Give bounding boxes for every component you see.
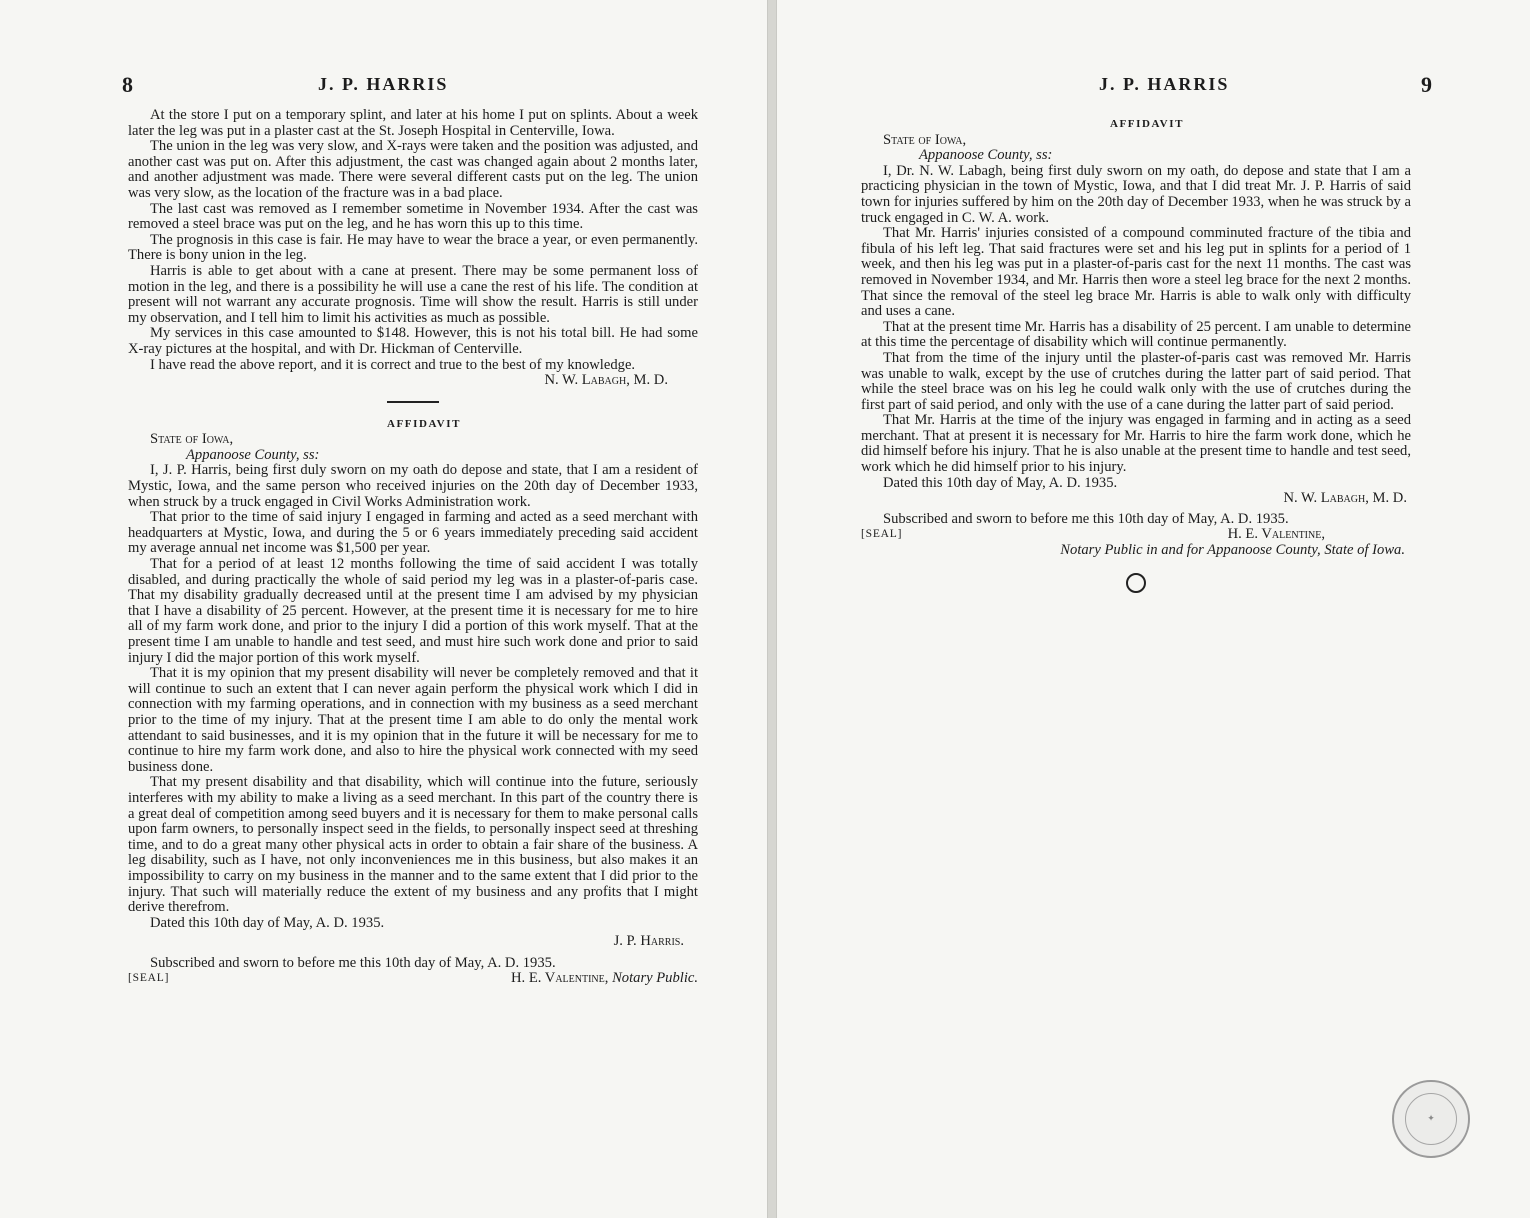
report-paragraph: The prognosis in this case is fair. He may have to wear the brace a year, or even permanently. There is bony union in the leg. <box>128 231 698 264</box>
affidavit-paragraph: That Mr. Harris at the time of the injury was engaged in farming and in acting as a seed merchant. That at present it is necessary for Mr. Harris to hire the farm work done, which he did himself before his injury. That he is also unable at the present time to handle and test seed, work which he did himself prior to his injury. <box>861 412 1411 476</box>
subscribed-line: Subscribed and sworn to before me this 10th day of May, A. D. 1935. <box>150 954 556 971</box>
affidavit-paragraph: That at the present time Mr. Harris has a disability of 25 percent. I am unable to determine at this time the percentage of disability which will continue permanently. <box>861 318 1411 351</box>
report-paragraph: My services in this case amounted to $148. However, this is not his total bill. He had some X-ray pictures at the hospital, and with Dr. Hickman of Centerville. <box>128 325 698 357</box>
affiant-signature: J. P. Harris. <box>613 933 684 950</box>
left-column <box>128 108 698 987</box>
seal-row <box>861 527 1411 543</box>
stamp-inner-ring: ✦ <box>1405 1093 1457 1145</box>
seal-label: [SEAL] <box>128 972 170 985</box>
affidavit-paragraph: That prior to the time of said injury I engaged in farming and acted as a seed merchant with headquarters at Mystic, Iowa, and during the 5 or 6 years immediately preceding said accident my average annual net income was $1,500 per year. <box>128 509 698 557</box>
affidavit-paragraph: That it is my opinion that my present disability will never be completely removed and that it will continue to such an extent that I can never again perform the physical work which I did in connection with my farming operations, and in connection with my business as a seed merchant prior to the time of my injury. That at the present time I am able to do only the mental work attendant to said businesses, and it is my opinion that in the future it will be necessary for me to continue to hire my farm work done, and also to hire the physical work connected with my seed business done. <box>128 665 698 775</box>
dated-line: Dated this 10th day of May, A. D. 1935. <box>150 914 385 931</box>
section-divider <box>387 401 439 403</box>
affidavit-paragraph: That for a period of at least 12 months following the time of said accident I was totally disabled, and during practically the whole of said period my leg was in a plaster-of-paris case. That my disability gradually decreased until at the present time I am advised by my physician that I have a disability of 25 percent. However, at the present time it is necessary for me to hire all of my farm work done, and prior to the injury I did a portion of this work myself. That at the present time I am unable to handle and test seed, and must hire such work done and prior to said injury I did the major portion of this work myself. <box>128 556 698 666</box>
subscribed-line: Subscribed and sworn to before me this 10th day of May, A. D. 1935. <box>883 510 1289 527</box>
running-header: J. P. HARRIS <box>1099 74 1230 94</box>
notary-block <box>511 971 698 987</box>
affidavit-paragraph: That from the time of the injury until the plaster-of-paris cast was removed Mr. Harris was unable to walk, except by the use of crutches during the latter part of said period. That while the steel brace was on his leg he could walk only with the use of crutches during the first part of said period, and only with the use of a cane during the latter part of said period. <box>861 349 1411 413</box>
archive-stamp-icon <box>1392 1080 1470 1158</box>
report-paragraph: Harris is able to get about with a cane at present. There may be some permanent loss of motion in the leg, and there is a possibility he will use a cane the rest of his life. The condition at present will not warrant any accurate prognosis. Time will show the result. Harris is still under my observation, and I tell him to limit his activities as much as possible. <box>128 262 698 326</box>
seal-label: [SEAL] <box>861 528 903 541</box>
book-gutter <box>768 0 776 1218</box>
notary-title: Notary Public in and for Appanoose County, State of Iowa. <box>1060 542 1405 559</box>
page-number: 9 <box>1421 72 1432 97</box>
affidavit-paragraph: I, J. P. Harris, being first duly sworn on my oath do depose and state, that I am a resident of Mystic, Iowa, and the same person who received injuries on the 20th day of December 1933, when struck by a truck engaged in Civil Works Administration work. <box>128 462 698 510</box>
circle-mark-icon <box>1126 573 1146 593</box>
report-paragraph: The last cast was removed as I remember sometime in November 1934. After the cast was removed a steel brace was put on the leg, and he has worn this up to this time. <box>128 200 698 233</box>
dated-line: Dated this 10th day of May, A. D. 1935. <box>883 474 1118 491</box>
affidavit-paragraph: That my present disability and that disability, which will continue into the future, seriously interferes with my ability to make a living as a seed merchant. In this part of the country there is a great deal of competition among seed buyers and it is necessary for them to make personal calls upon farm owners, to personally inspect seed in the fields, to personally inspect seed at threshing time, and to do a great many other physical acts in order to obtain a fair share of the business. A leg disability, such as I have, not only inconveniences me in this business, but also makes it an impossibility to carry on my business in the manner and to the same extent that I did prior to the injury. That such will materially reduce the extent of my business and any profits that I might derive therefrom. <box>128 774 698 916</box>
physician-signature: N. W. Labagh, M. D. <box>544 372 668 389</box>
affidavit-paragraph: That Mr. Harris' injuries consisted of a compound comminuted fracture of the tibia and fibula of his left leg. That said fractures were set and his leg put in splints for a period of 1 week, and then his leg was put in a plaster-of-paris cast for the next 11 months. The cast was removed in November 1934, and Mr. Harris then wore a steel leg brace for the next 2 months. That since the removal of the steel leg brace Mr. Harris is able to walk only with difficulty and uses a cane. <box>861 225 1411 320</box>
physician-signature: N. W. Labagh, M. D. <box>1283 490 1407 507</box>
notary-title: Notary Public. <box>612 970 698 987</box>
page-number: 8 <box>122 72 133 97</box>
affidavit-paragraph: I, Dr. N. W. Labagh, being first duly sworn on my oath, do depose and state that I am a practicing physician in the town of Mystic, Iowa, and that I did treat Mr. J. P. Harris of said town for injuries suffered by him on the 20th day of December 1933, when he was struck by a truck engaged in C. W. A. work. <box>861 162 1411 226</box>
right-column <box>861 117 1411 593</box>
state-line: State of Iowa, <box>150 431 234 448</box>
affidavit-heading: AFFIDAVIT <box>1109 118 1185 130</box>
notary-name: H. E. Valentine, <box>511 970 609 987</box>
seal-row <box>128 971 698 987</box>
affidavit-heading: AFFIDAVIT <box>386 417 462 430</box>
right-page <box>776 0 1530 1218</box>
running-header: J. P. HARRIS <box>318 74 449 94</box>
notary-name: H. E. Valentine, <box>1227 526 1325 543</box>
state-line: State of Iowa, <box>883 131 967 148</box>
county-line: Appanoose County, ss: <box>919 147 1053 164</box>
county-line: Appanoose County, ss: <box>186 446 320 463</box>
report-paragraph: I have read the above report, and it is correct and true to the best of my knowledge. <box>150 356 636 373</box>
report-paragraph: At the store I put on a temporary splint, and later at his home I put on splints. About a week later the leg was put in a plaster cast at the St. Joseph Hospital in Centerville, Iowa. <box>128 107 698 139</box>
report-paragraph: The union in the leg was very slow, and X-rays were taken and the position was adjusted, and another cast was put on. After this adjustment, the cast was changed again about 2 months later, and another adjustment was made. There were several different casts put on the leg. The union was very slow, as the location of the fracture was in a bad place. <box>128 138 698 201</box>
